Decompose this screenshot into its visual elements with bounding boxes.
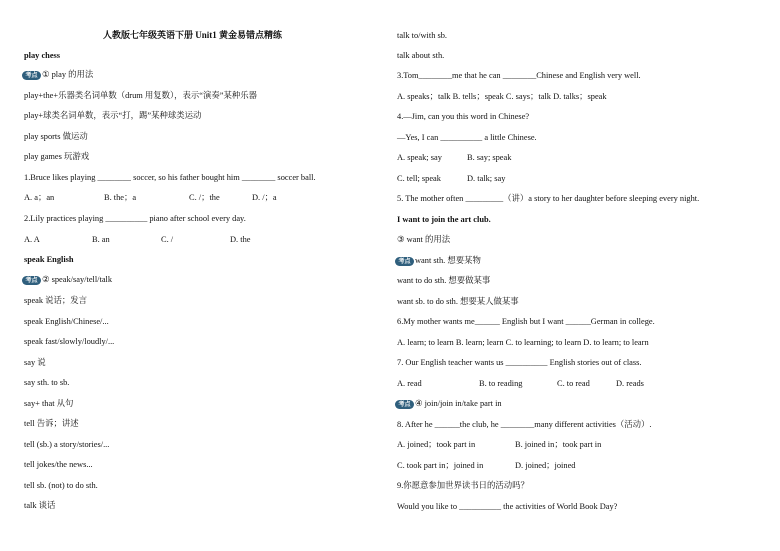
question-6: 6.My mother wants me______ English but I want ______German in college. xyxy=(397,317,655,326)
heading-join-art-club: I want to join the art club. xyxy=(397,215,491,224)
question-4: 4.—Jim, can you this word in Chinese? xyxy=(397,112,530,121)
question-9-sentence: Would you like to __________ the activities of World Book Day? xyxy=(397,502,618,511)
question-3: 3.Tom________me that he can ________Chinese and English very well. xyxy=(397,71,641,80)
option: B. to reading xyxy=(479,379,523,388)
question-4-dialogue: —Yes, I can __________ a little Chinese. xyxy=(397,133,537,142)
question-3-options: A. speaks；talk B. tells；speak C. says；talk D. talks；speak xyxy=(397,92,607,101)
key-point-badge-icon: 考点 xyxy=(22,276,41,285)
note-line: tell (sb.) a story/stories/... xyxy=(24,440,110,449)
option: D. reads xyxy=(616,379,644,388)
heading-play-chess: play chess xyxy=(24,51,61,60)
option: A. speak; say xyxy=(397,153,442,162)
note-line: speak 说话；发言 xyxy=(24,296,88,305)
option: C. /；the xyxy=(189,193,220,202)
point-play-usage: 考点 ① play 的用法 xyxy=(22,69,93,80)
note-line: tell jokes/the news... xyxy=(24,460,93,469)
option: C. to read xyxy=(557,379,590,388)
option: B. the；a xyxy=(104,193,137,202)
note-line: play+球类名词单数，表示“打，踢”某种球类运动 xyxy=(24,111,202,120)
note-line: play sports 做运动 xyxy=(24,132,88,141)
question-1: 1.Bruce likes playing ________ soccer, so his father bought him ________ soccer ball. xyxy=(24,173,316,182)
option: B. joined in；took part in xyxy=(515,440,602,449)
option: B. say; speak xyxy=(467,153,512,162)
key-point-badge-icon: 考点 xyxy=(22,71,41,80)
option: A. a；an xyxy=(24,193,55,202)
note-line: want to do sth. 想要做某事 xyxy=(397,276,491,285)
note-line: say+ that 从句 xyxy=(24,399,74,408)
question-9: 9.你愿意参加世界读书日的活动吗？ xyxy=(397,481,529,490)
option: D. talk; say xyxy=(467,174,506,183)
note-line: talk about sth. xyxy=(397,51,445,60)
note-line: play+the+乐器类名词单数（drum 用复数），表示“演奏”某种乐器 xyxy=(24,91,257,100)
heading-speak-english: speak English xyxy=(24,255,74,264)
option: C. tell; speak xyxy=(397,174,441,183)
note-line: talk 谈话 xyxy=(24,501,56,510)
note-line: tell sb. (not) to do sth. xyxy=(24,481,98,490)
note-line: say 说 xyxy=(24,358,46,367)
page-title: 人教版七年级英语下册 Unit1 黄金易错点精练 xyxy=(103,30,283,40)
option: A. joined；took part in xyxy=(397,440,476,449)
note-line: speak fast/slowly/loudly/... xyxy=(24,337,115,346)
question-6-options: A. learn; to learn B. learn; learn C. to learning; to learn D. to learn; to learn xyxy=(397,338,649,347)
point-want-usage: ③ want 的用法 xyxy=(397,235,451,244)
point-speak-say-tell-talk: 考点 ② speak/say/tell/talk xyxy=(22,274,112,285)
note-line: say sth. to sb. xyxy=(24,378,70,387)
question-8: 8. After he ______the club, he ________many different activities（活动）. xyxy=(397,420,652,429)
key-point-badge-icon: 考点 xyxy=(395,400,414,409)
note-line: talk to/with sb. xyxy=(397,31,448,40)
option: D. /；a xyxy=(252,193,277,202)
question-5: 5. The mother often _________（讲）a story to her daughter before sleeping every night. xyxy=(397,194,700,203)
option: A. read xyxy=(397,379,422,388)
question-2: 2.Lily practices playing __________ piano after school every day. xyxy=(24,214,246,223)
option: D. the xyxy=(230,235,251,244)
option: D. joined；joined xyxy=(515,461,576,470)
option: A. A xyxy=(24,235,40,244)
option: C. / xyxy=(161,235,174,244)
note-line: play games 玩游戏 xyxy=(24,152,90,161)
point-join-usage: 考点 ④ join/join in/take part in xyxy=(395,398,502,409)
key-point-badge-icon: 考点 xyxy=(395,257,414,266)
question-7: 7. Our English teacher wants us __________ English stories out of class. xyxy=(397,358,642,367)
option: C. took part in；joined in xyxy=(397,461,484,470)
note-line: tell 告诉；讲述 xyxy=(24,419,79,428)
note-line: speak English/Chinese/... xyxy=(24,317,109,326)
note-line: 考点 want sth. 想要某物 xyxy=(395,255,481,266)
note-line: want sb. to do sth. 想要某人做某事 xyxy=(397,297,519,306)
option: B. an xyxy=(92,235,110,244)
